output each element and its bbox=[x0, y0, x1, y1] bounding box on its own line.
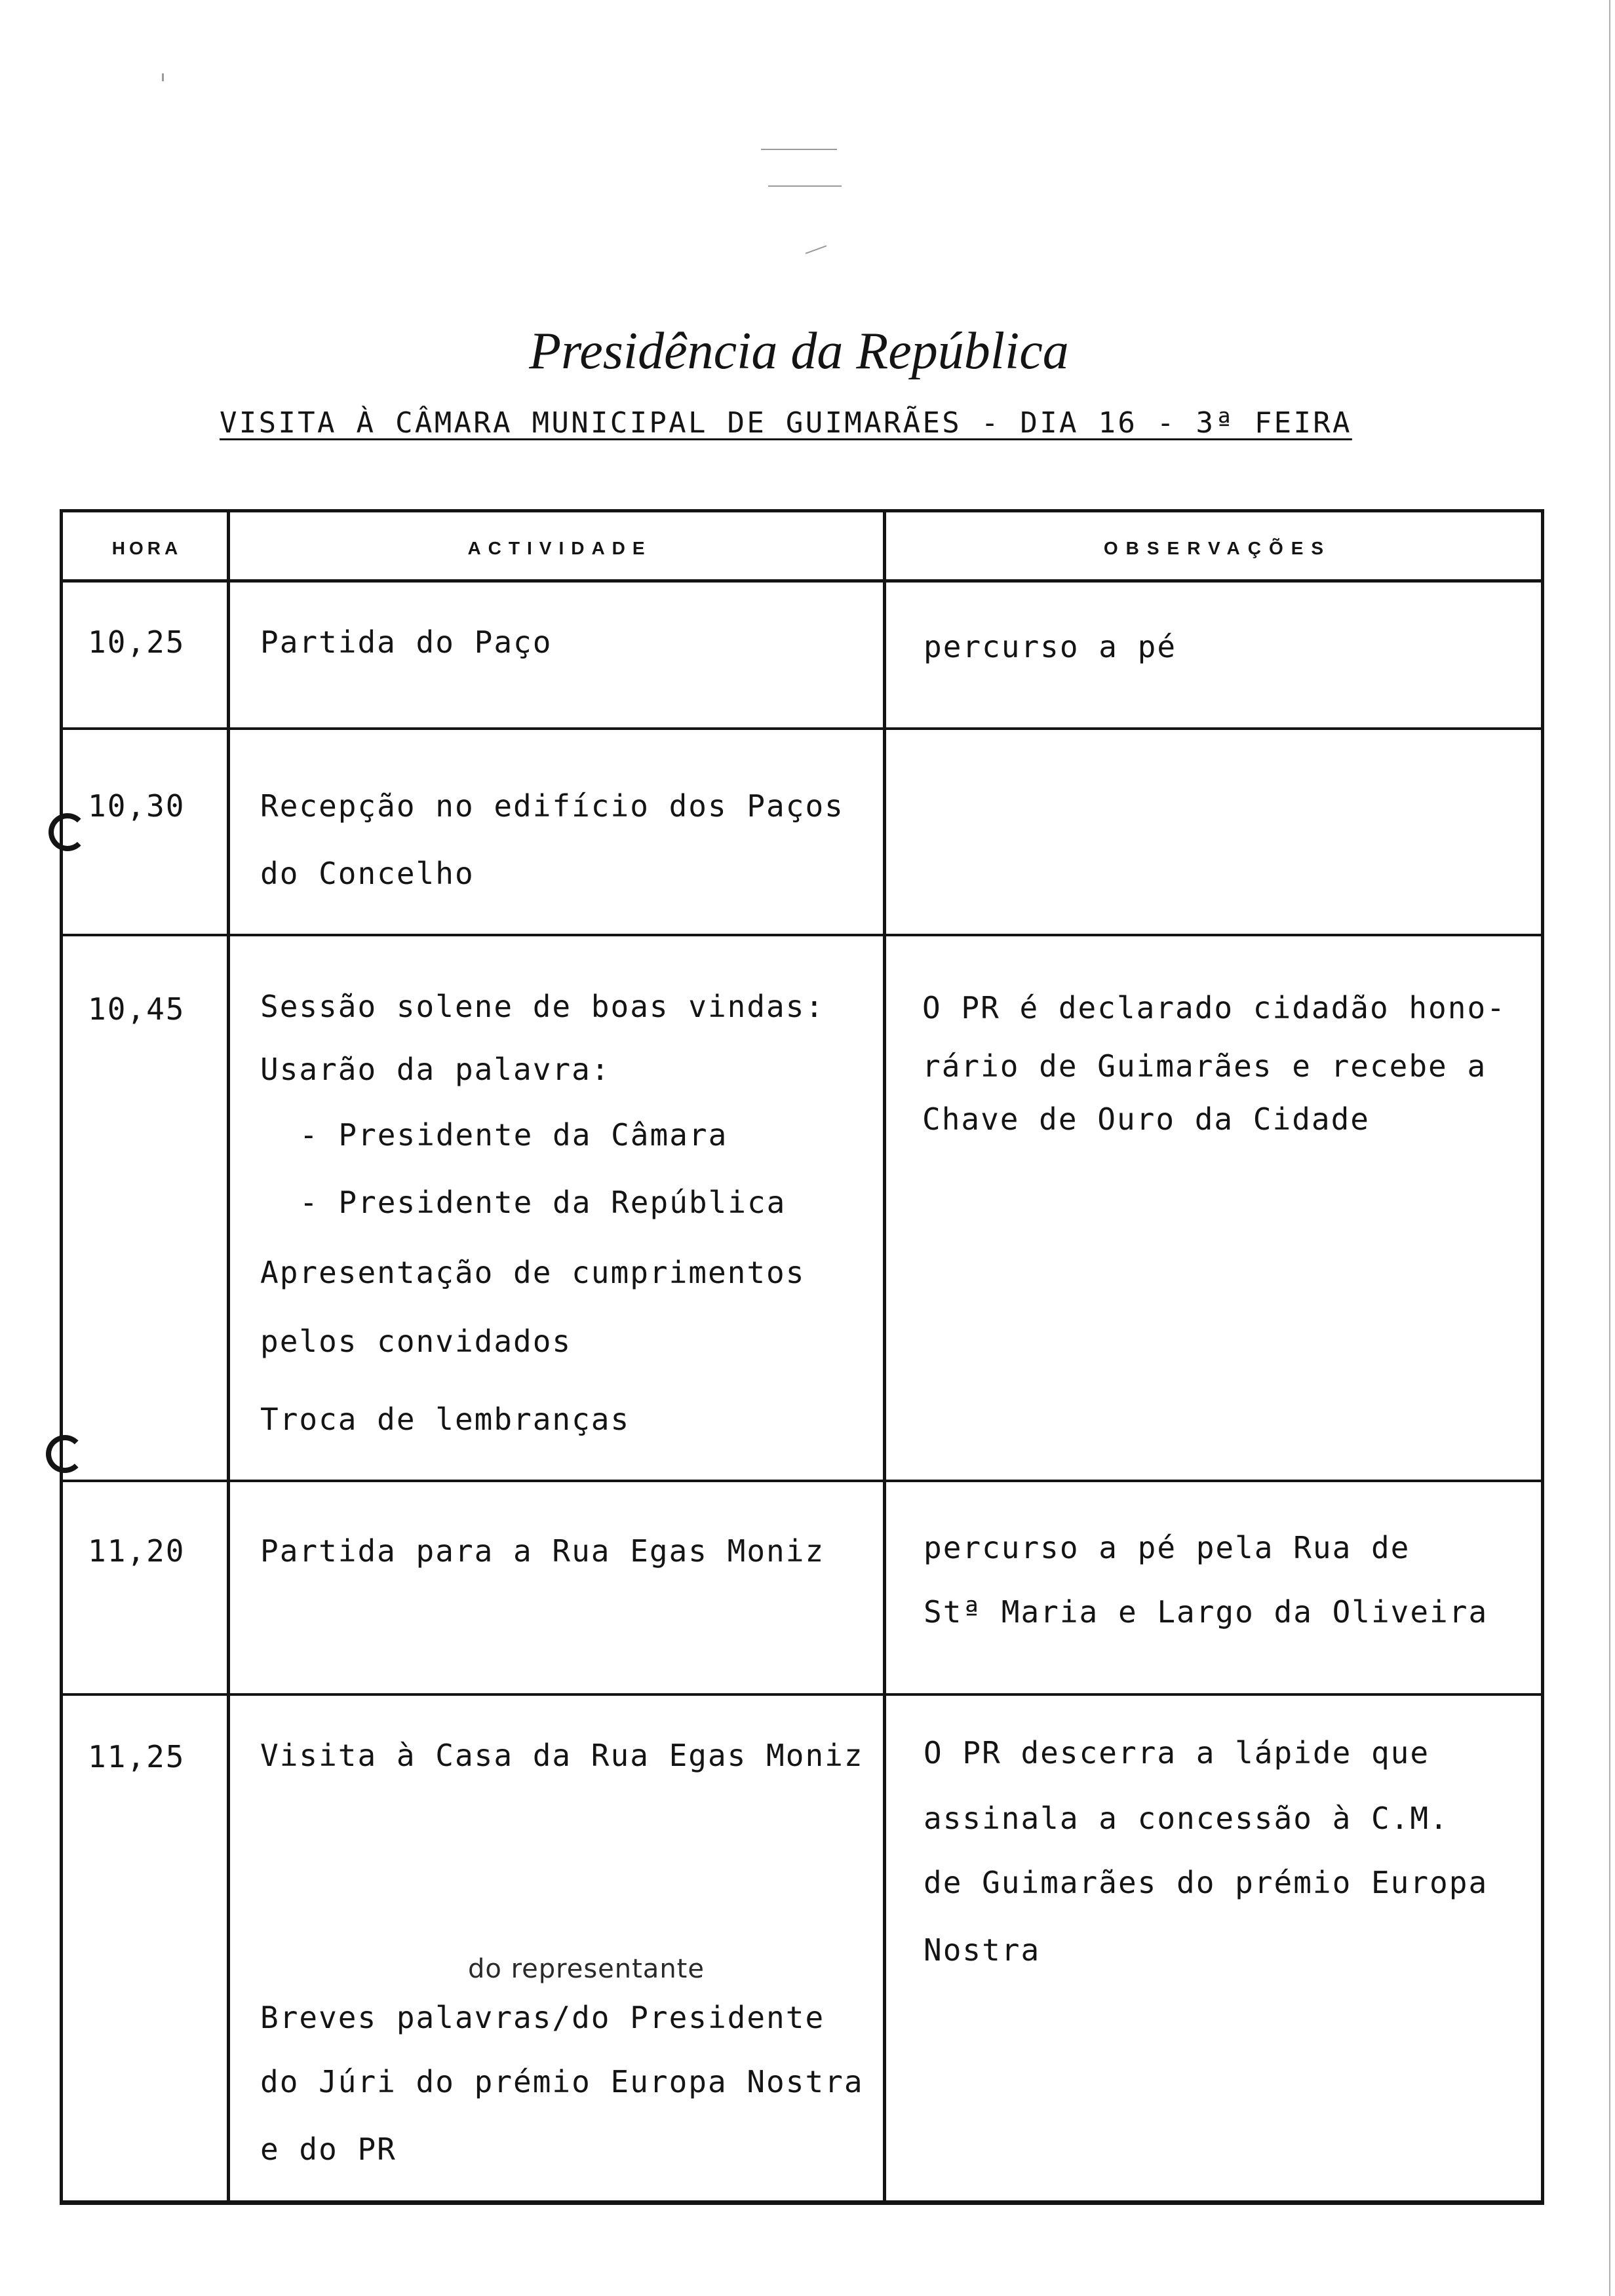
observations-cell bbox=[884, 1694, 1543, 2204]
scan-mark bbox=[806, 245, 827, 254]
activity-line: Breves palavras/do Presidente bbox=[260, 2000, 825, 2035]
observation-line: O PR descerra a lápide que bbox=[924, 1735, 1430, 1770]
activity-cell bbox=[228, 729, 884, 935]
observations-cell bbox=[884, 729, 1543, 935]
hora-cell bbox=[62, 935, 228, 1481]
hora-value: 10,45 bbox=[88, 991, 185, 1027]
observation-line: rário de Guimarães e recebe a bbox=[922, 1048, 1487, 1084]
scan-mark bbox=[162, 73, 164, 81]
activity-line: Troca de lembranças bbox=[260, 1402, 631, 1437]
observation-line: O PR é declarado cidadão hono- bbox=[922, 990, 1506, 1025]
observation-line: Chave de Ouro da Cidade bbox=[922, 1101, 1370, 1137]
header-cell-hora bbox=[62, 510, 228, 581]
observation-line: percurso a pé pela Rua de bbox=[924, 1530, 1411, 1565]
scan-mark bbox=[761, 149, 837, 150]
table-row bbox=[62, 935, 1543, 1481]
observation-line: Nostra bbox=[924, 1932, 1041, 1968]
observation-line: Stª Maria e Largo da Oliveira bbox=[924, 1594, 1489, 1630]
activity-line: do Concelho bbox=[260, 856, 475, 891]
activity-line: Sessão solene de boas vindas: bbox=[260, 989, 825, 1024]
header-cell-observations bbox=[884, 510, 1543, 581]
table-row bbox=[62, 1481, 1543, 1694]
table-header bbox=[62, 510, 1543, 581]
hora-value: 10,25 bbox=[88, 624, 185, 660]
hora-cell bbox=[62, 729, 228, 935]
punch-hole bbox=[49, 813, 87, 851]
activity-cell bbox=[228, 581, 884, 729]
activity-line: Partida para a Rua Egas Moniz bbox=[260, 1533, 825, 1569]
document-title: VISITA À CÂMARA MUNICIPAL DE GUIMARÃES - DIA 16 - 3ª FEIRA bbox=[220, 406, 1352, 440]
header-cell-activity bbox=[228, 510, 884, 581]
activity-line: do Júri do prémio Europa Nostra bbox=[260, 2064, 864, 2099]
punch-hole bbox=[46, 1435, 84, 1473]
table-row bbox=[62, 581, 1543, 729]
handwritten-annotation: do representante bbox=[468, 1954, 705, 1984]
observations-cell bbox=[884, 935, 1543, 1481]
table-row bbox=[62, 1694, 1543, 2204]
header-label: HORA bbox=[111, 538, 182, 558]
speaker-list-item: - Presidente da República bbox=[300, 1185, 787, 1220]
header-label: ACTIVIDADE bbox=[467, 538, 652, 558]
activity-line: Apresentação de cumprimentos bbox=[260, 1255, 806, 1290]
observations-cell bbox=[884, 581, 1543, 729]
activity-cell bbox=[228, 1481, 884, 1694]
speaker-list-item: - Presidente da Câmara bbox=[300, 1117, 728, 1153]
activity-line: Recepção no edifício dos Paços bbox=[260, 788, 844, 824]
hora-value: 11,20 bbox=[88, 1533, 185, 1569]
hora-cell bbox=[62, 1481, 228, 1694]
table-row bbox=[62, 729, 1543, 935]
activity-line: Visita à Casa da Rua Egas Moniz bbox=[260, 1738, 864, 1773]
activity-line: pelos convidados bbox=[260, 1324, 572, 1359]
observations-cell bbox=[884, 1481, 1543, 1694]
activity-line: e do PR bbox=[260, 2132, 397, 2167]
activity-cell bbox=[228, 935, 884, 1481]
page-edge-line bbox=[1609, 0, 1610, 2296]
observation-line: percurso a pé bbox=[924, 629, 1177, 664]
observation-line: assinala a concessão à C.M. bbox=[924, 1801, 1449, 1836]
hora-cell bbox=[62, 1694, 228, 2204]
hora-value: 11,25 bbox=[88, 1739, 185, 1774]
activity-line: Usarão da palavra: bbox=[260, 1052, 611, 1087]
observation-line: de Guimarães do prémio Europa bbox=[924, 1865, 1489, 1900]
hora-value: 10,30 bbox=[88, 788, 185, 824]
header-label: OBSERVAÇÕES bbox=[1103, 538, 1332, 558]
scan-mark bbox=[768, 185, 842, 187]
activity-line: Partida do Paço bbox=[260, 624, 553, 660]
activity-cell bbox=[228, 1694, 884, 2204]
hora-cell bbox=[62, 581, 228, 729]
letterhead: Presidência da República bbox=[529, 322, 1069, 380]
